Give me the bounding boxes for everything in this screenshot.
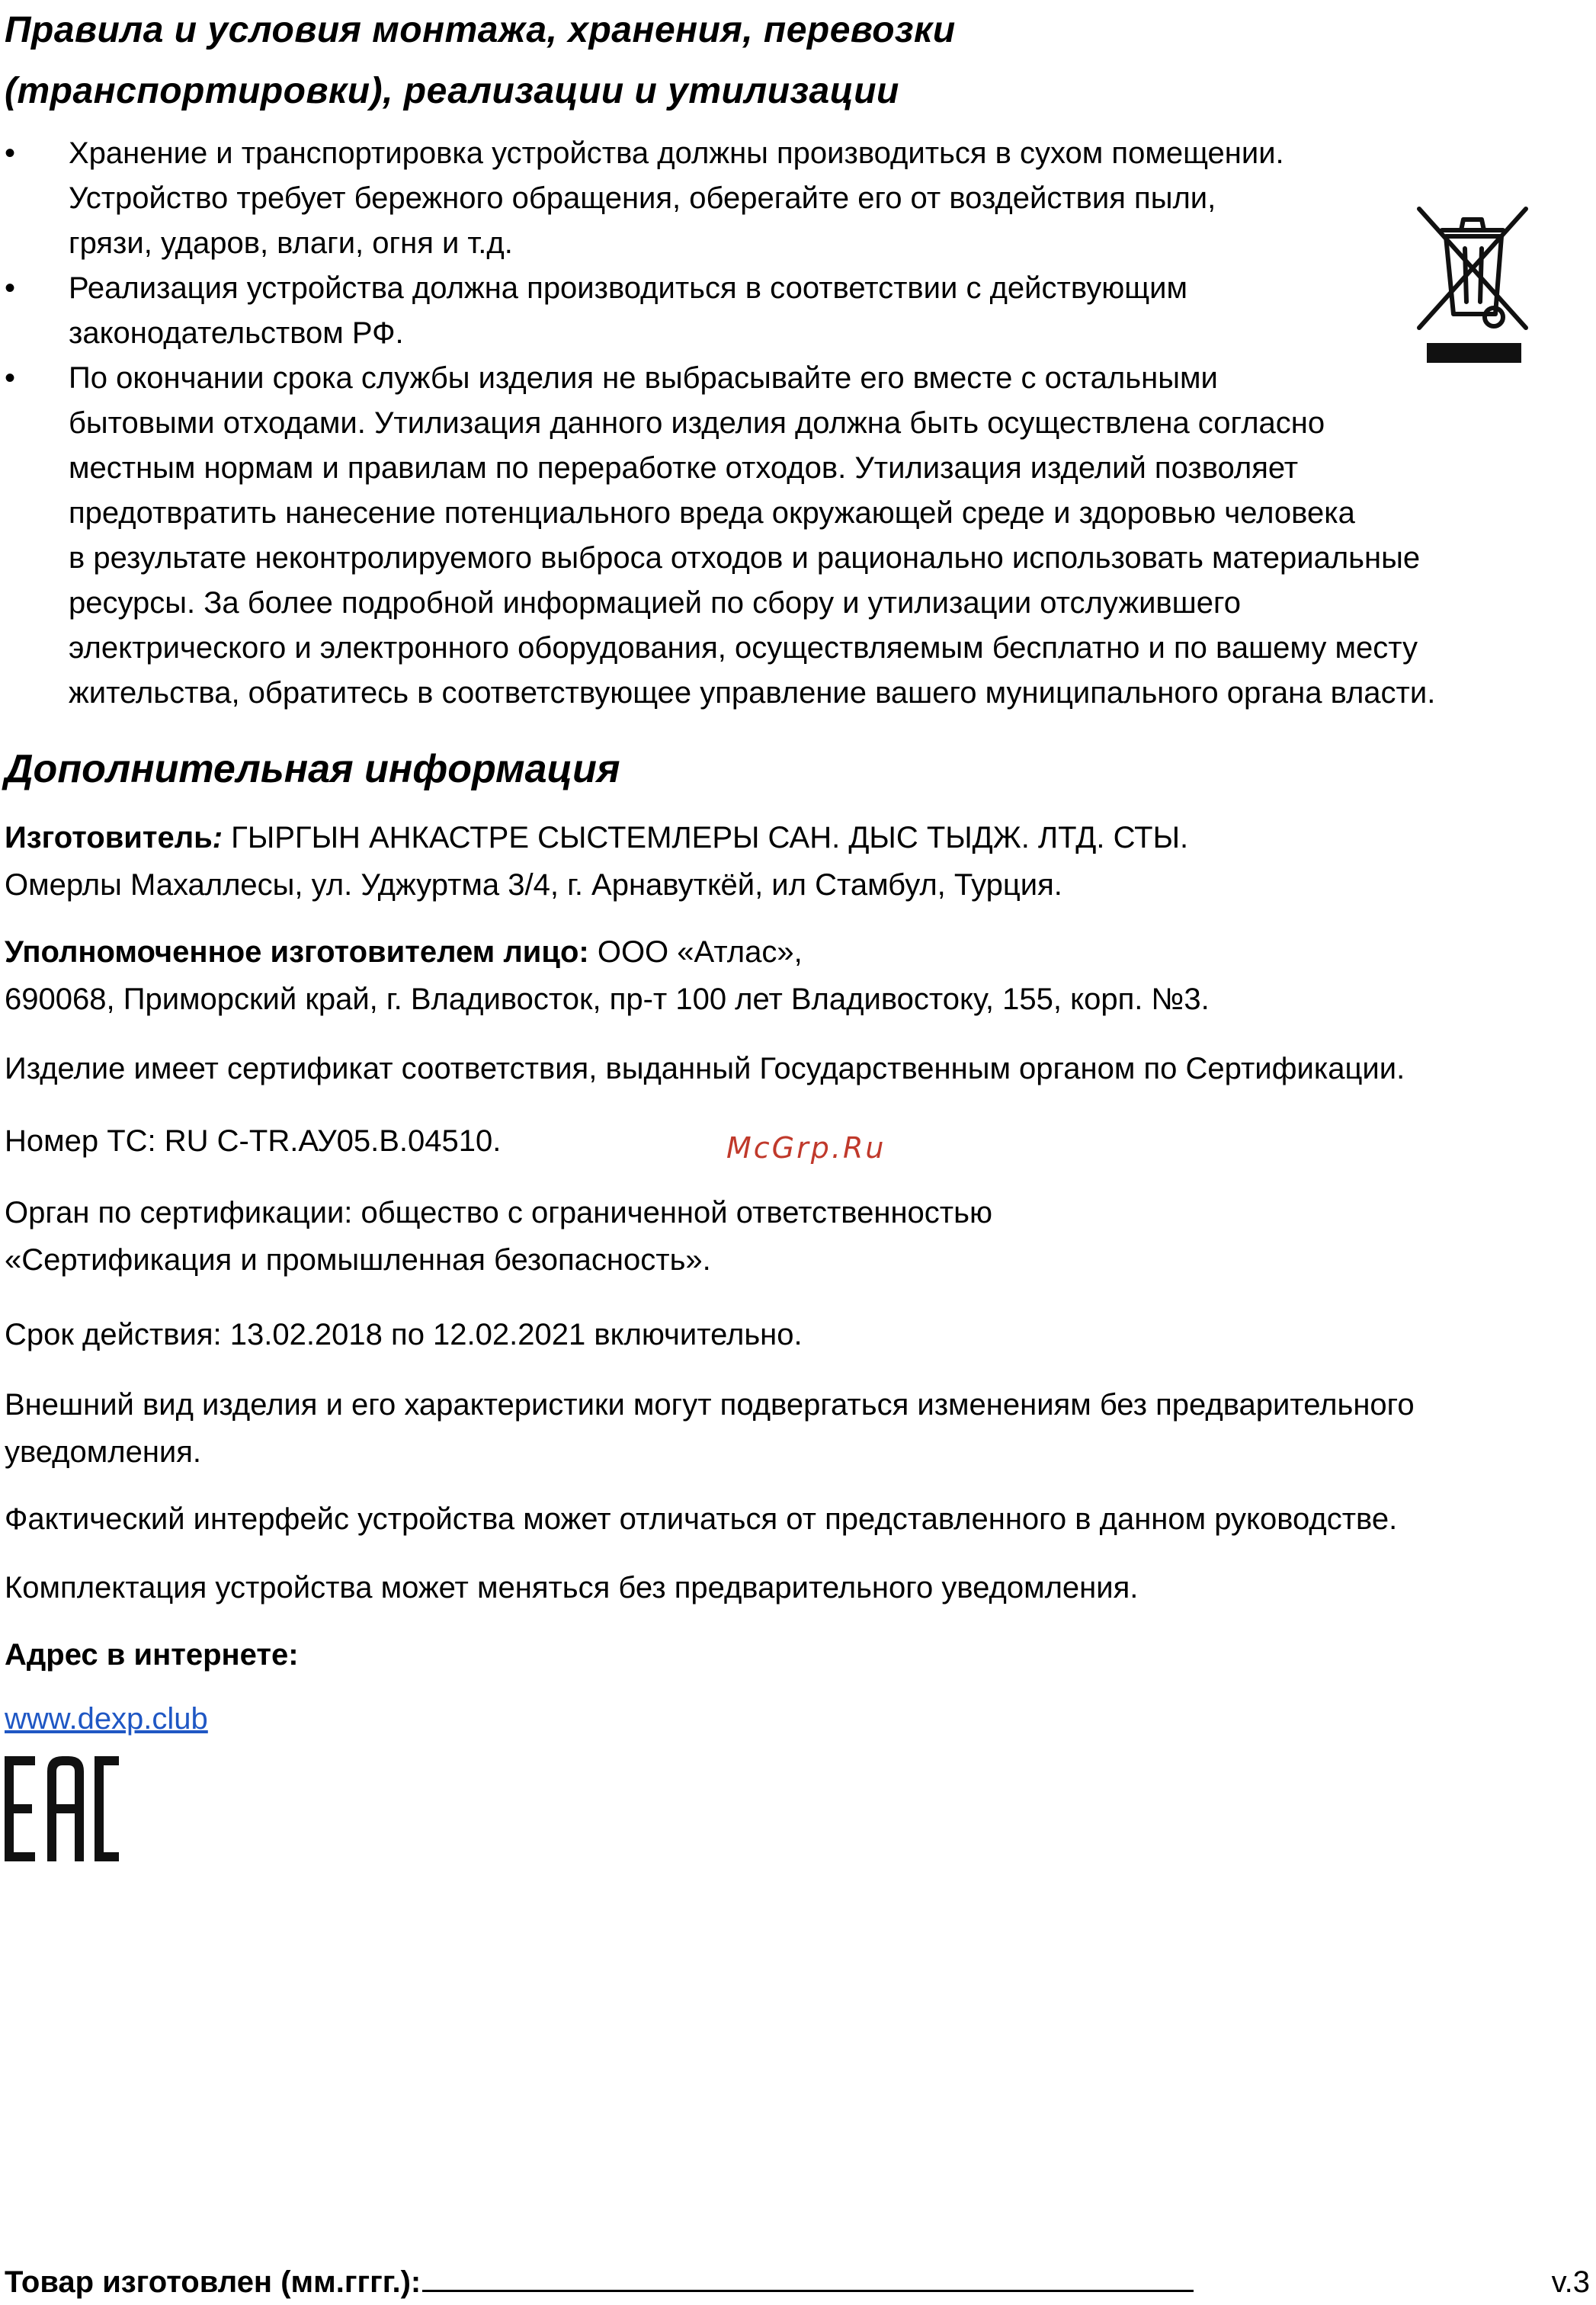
cert-body-line: «Сертификация и промышленная безопасность». [5, 1243, 711, 1277]
list-item-line: законодательством РФ. [69, 316, 404, 350]
appearance-note [5, 1381, 1590, 1476]
list-item-line: Реализация устройства должна производиться в соответствии с действующим [69, 271, 1187, 305]
section-title-storage [5, 0, 1529, 122]
title-line-1: Правила и условия монтажа, хранения, перевозки [5, 10, 956, 50]
website-link[interactable]: www.dexp.club [5, 1702, 208, 1736]
validity-period: Срок действия: 13.02.2018 по 12.02.2021 включительно. [5, 1318, 803, 1351]
bullet: • [5, 271, 16, 305]
watermark: McGrp.Ru [726, 1131, 886, 1165]
production-date-blank [422, 2259, 1194, 2292]
manufacturer-label: Изготовитель [5, 821, 213, 854]
list-item [0, 131, 1593, 266]
list-item-line: электрического и электронного оборудования, осуществляемым бесплатно и по вашему месту [69, 631, 1418, 665]
authorized-name: ООО «Атлас», [588, 935, 803, 969]
cert-body-line: Орган по сертификации: общество с ограниченной ответственностью [5, 1196, 992, 1229]
web-address-label [5, 1631, 1590, 1678]
production-date-field [5, 2259, 1194, 2305]
manufacturer-colon: : [212, 821, 223, 854]
certification-body [5, 1189, 1590, 1284]
list-item-line: в результате неконтролируемого выброса отходов и рационально использовать материальные [69, 541, 1421, 575]
web-address [5, 1695, 1590, 1742]
appearance-line: уведомления. [5, 1435, 202, 1469]
authorized-label: Уполномоченное изготовителем лицо: [5, 935, 589, 969]
list-item [0, 266, 1593, 356]
list-item [0, 356, 1593, 716]
manufacturer-address: Омерлы Махаллесы, ул. Уджуртма 3/4, г. Арнавуткёй, ил Стамбул, Турция. [5, 868, 1062, 902]
appearance-line: Внешний вид изделия и его характеристики могут подвергаться изменениям без предварительного [5, 1388, 1415, 1422]
list-item-line: бытовыми отходами. Утилизация данного изделия должна быть осуществлена согласно [69, 406, 1325, 440]
authorized-address: 690068, Приморский край, г. Владивосток, пр-т 100 лет Владивостоку, 155, корп. №3. [5, 983, 1210, 1016]
list-item-line: местным нормам и правилам по переработке отходов. Утилизация изделий позволяет [69, 451, 1299, 485]
bullet: • [5, 361, 16, 395]
crossed-out-wheelie-bin-icon [1412, 200, 1534, 369]
certificate-text: Изделие имеет сертификат соответствия, выданный Государственным органом по Сертификации. [5, 1052, 1405, 1085]
production-date-label: Товар изготовлен (мм.гггг.): [5, 2265, 421, 2299]
section-title-additional-info: Дополнительная информация [5, 747, 620, 791]
list-item-line: По окончании срока службы изделия не выбрасывайте его вместе с остальными [69, 361, 1218, 395]
eac-mark-icon [5, 1756, 119, 1861]
manufacturer-block [5, 814, 1590, 909]
list-item-line: предотвратить нанесение потенциального вреда окружающей среде и здоровью человека [69, 496, 1355, 530]
interface-note: Фактический интерфейс устройства может отличаться от представленного в данном руководстве. [5, 1502, 1398, 1536]
manufacturer-name: ГЫРГЫН АНКАСТРЕ СЫСТЕМЛЕРЫ САН. ДЫС ТЫДЖ. ЛТД. СТЫ. [223, 821, 1189, 854]
storage-rules-list [0, 131, 1593, 716]
title-line-2: (транспортировки), реализации и утилизации [5, 71, 899, 111]
list-item-line: грязи, ударов, влаги, огня и т.д. [69, 226, 513, 260]
list-item-line: ресурсы. За более подробной информацией по сбору и утилизации отслужившего [69, 586, 1241, 620]
document-version: v.3 [1551, 2265, 1590, 2299]
tc-number: Номер ТС: RU C-TR.АУ05.В.04510. [5, 1124, 502, 1158]
list-item-line: Хранение и транспортировка устройства должны производиться в сухом помещении. [69, 136, 1284, 170]
list-item-line: жительства, обратитесь в соответствующее управление вашего муниципального органа власти. [69, 676, 1436, 710]
web-label: Адрес в интернете: [5, 1638, 299, 1672]
list-item-line: Устройство требует бережного обращения, оберегайте его от воздействия пыли, [69, 181, 1216, 215]
kit-note: Комплектация устройства может меняться без предварительного уведомления. [5, 1571, 1139, 1605]
bullet: • [5, 136, 16, 170]
authorized-person-block [5, 928, 1590, 1023]
